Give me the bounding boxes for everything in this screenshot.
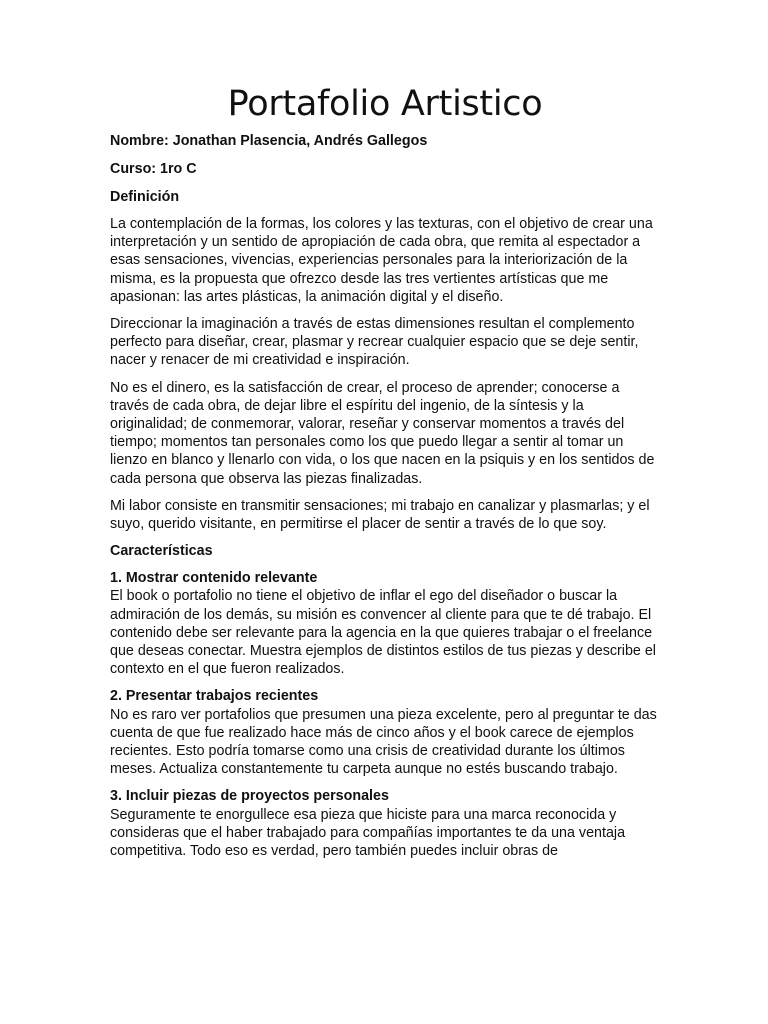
document-title: Portafolio Artistico bbox=[227, 84, 543, 124]
characteristics-heading: Características bbox=[110, 543, 213, 560]
characteristic-body: No es raro ver portafolios que presumen una pieza excelente, pero al preguntar te das cuenta de que fue realizado hace más de cinco años y el book carece de ejemplos recientes. Esto podría tomarse como una crisis de creatividad durante los últimos meses. Actualiza constantemente tu carpeta aunque no estés buscando trabajo. bbox=[110, 706, 657, 778]
characteristic-title: 2. Presentar trabajos recientes bbox=[110, 688, 319, 705]
paragraph: Direccionar la imaginación a través de estas dimensiones resultan el complemento perfecto para diseñar, crear, plasmar y recrear cualquier espacio que se deje sentir, nacer y renacer de mi creatividad e inspiración. bbox=[110, 316, 639, 369]
characteristic-body: El book o portafolio no tiene el objetivo de inflar el ego del diseñador o buscar la admiración de los demás, su misión es convencer al cliente para que te dé trabajo. El contenido debe ser relevante para la agencia en la que quieres trabajar o el freelance que deseas conectar. Muestra ejemplos de distintos estilos de tus piezas y describe el contexto en el que fueron realizados. bbox=[110, 588, 656, 678]
characteristic-item bbox=[110, 787, 660, 860]
paragraph: Mi labor consiste en transmitir sensaciones; mi trabajo en canalizar y plasmarlas; y el suyo, querido visitante, en permitirse el placer de sentir a través de lo que soy. bbox=[110, 497, 650, 533]
paragraph: La contemplación de la formas, los colores y las texturas, con el objetivo de crear una interpretación y un sentido de apropiación de cada obra, que remita al espectador a esas sensaciones, vivencias, experiencias personales para la interiorización de la misma, es la propuesta que ofrezco desde las tres vertientes artísticas que me apasionan: las artes plásticas, la animación digital y el diseño. bbox=[110, 216, 653, 305]
author-names: Nombre: Jonathan Plasencia, Andrés Gallegos bbox=[110, 133, 428, 149]
definition-heading: Definición bbox=[110, 189, 180, 205]
characteristic-body: Seguramente te enorgullece esa pieza que hiciste para una marca reconocida y consideras que el haber trabajado para compañías importantes te da una ventaja competitiva. Todo eso es verdad, pero también puedes incluir obras de bbox=[110, 806, 626, 860]
characteristic-item bbox=[110, 687, 660, 778]
paragraph: No es el dinero, es la satisfacción de crear, el proceso de aprender; conocerse a través de cada obra, de dejar libre el espíritu del ingenio, de la síntesis y la originalidad; de conmemorar, valorar, reseñar y conservar momentos a través del tiempo; momentos tan personales como los que puedo llegar a sentir al tomar un lienzo en blanco y llenarlo con vida, o los que nacen en la psiquis y en los sentidos de cada persona que observa las piezas finalizadas. bbox=[110, 379, 655, 487]
document-page bbox=[110, 82, 660, 869]
characteristic-title: 3. Incluir piezas de proyectos personales bbox=[110, 788, 389, 805]
characteristic-item bbox=[110, 569, 660, 678]
characteristic-title: 1. Mostrar contenido relevante bbox=[110, 570, 318, 587]
course-info: Curso: 1ro C bbox=[110, 161, 197, 177]
